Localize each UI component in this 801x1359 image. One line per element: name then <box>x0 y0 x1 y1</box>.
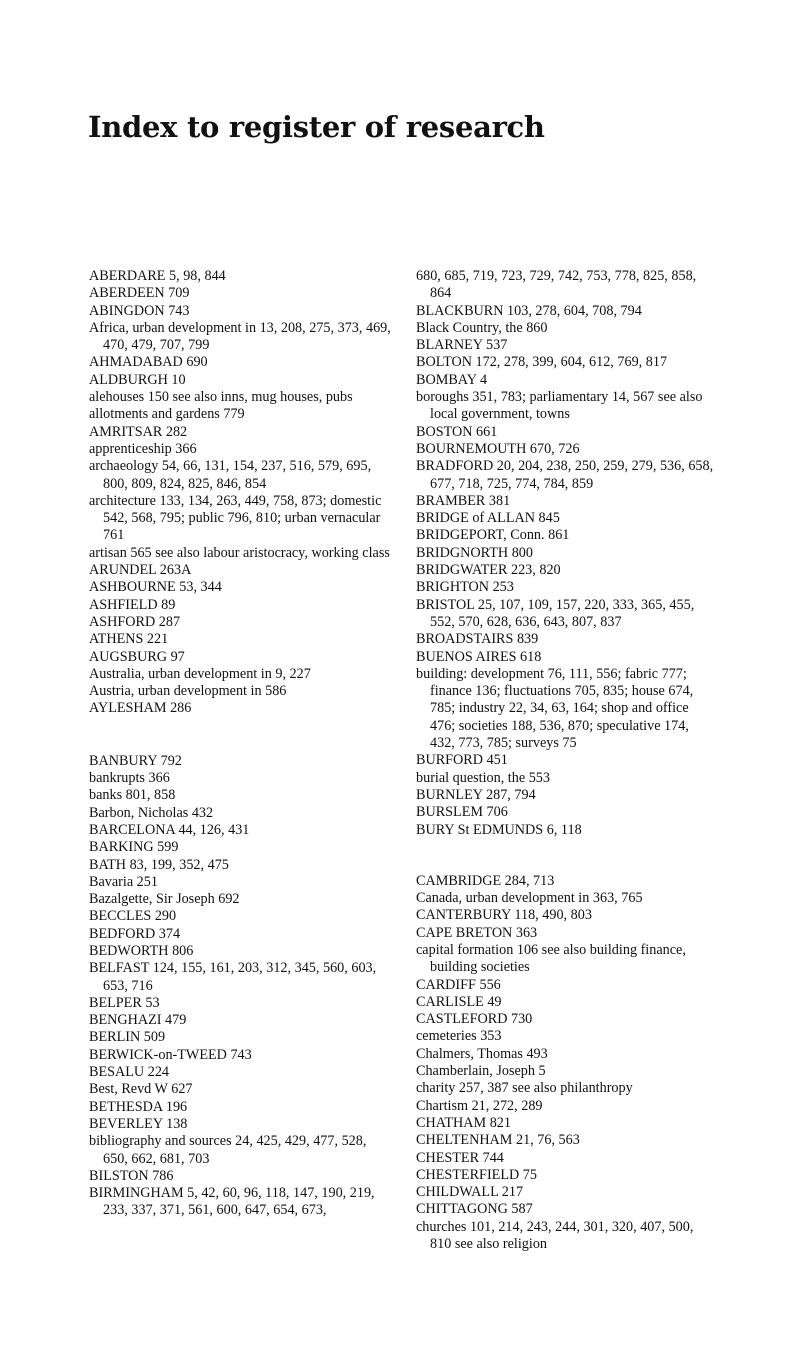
index-entry: Chartism 21, 272, 289 <box>416 1097 543 1114</box>
index-entry: CAMBRIDGE 284, 713 <box>416 872 555 889</box>
index-entry: BEVERLEY 138 <box>89 1115 188 1132</box>
index-entry: BOURNEMOUTH 670, 726 <box>416 440 580 457</box>
index-entry: BATH 83, 199, 352, 475 <box>89 856 229 873</box>
index-entry: AYLESHAM 286 <box>89 700 192 717</box>
index-entry: cemeteries 353 <box>416 1028 502 1045</box>
index-entry: bibliography and sources 24, 425, 429, 477, 528, 650, 662, 681, 703 <box>89 1133 367 1167</box>
index-entry: BECCLES 290 <box>89 908 177 925</box>
index-entry: BRIDGE of ALLAN 845 <box>416 510 560 527</box>
index-entry: BURFORD 451 <box>416 752 508 769</box>
index-entry: BENGHAZI 479 <box>89 1012 187 1029</box>
index-entry: Chamberlain, Joseph 5 <box>416 1063 546 1080</box>
index-entry: churches 101, 214, 243, 244, 301, 320, 407, 500, 810 see also religion <box>416 1218 694 1253</box>
index-entry: BELFAST 124, 155, 161, 203, 312, 345, 560, 603, 653, 716 <box>89 960 377 994</box>
index-entry: archaeology 54, 66, 131, 154, 237, 516, 579, 695, 800, 809, 824, 825, 846, 854 <box>89 458 372 492</box>
index-entry: CHESTER 744 <box>416 1149 504 1166</box>
index-entry: ABINGDON 743 <box>89 302 190 319</box>
index-entry: burial question, the 553 <box>416 769 550 786</box>
index-entry: Austria, urban development in 586 <box>89 683 287 700</box>
index-entry: BUENOS AIRES 618 <box>416 648 542 665</box>
letter-section-gap <box>416 839 716 873</box>
index-entry: ASHFIELD 89 <box>89 596 176 613</box>
index-entry: BRIDGEPORT, Conn. 861 <box>416 527 570 544</box>
index-entry: Barbon, Nicholas 432 <box>89 804 214 821</box>
index-entry: building: development 76, 111, 556; fabric 777; finance 136; fluctuations 705, 835; house 674, 785; industry 22, 34, 63, 164; shop and office 476; societies 188, 536, 870; speculative 174, 432, 773, 785; surveys 75 <box>416 665 694 752</box>
index-entry: BEDWORTH 806 <box>89 942 194 959</box>
index-entry: ABERDARE 5, 98, 844 <box>89 268 226 284</box>
index-entry: BERWICK-on-TWEED 743 <box>89 1046 252 1063</box>
index-entry: ARUNDEL 263A <box>89 562 192 579</box>
index-entry: ASHBOURNE 53, 344 <box>89 579 222 596</box>
index-entry: Bazalgette, Sir Joseph 692 <box>89 891 240 908</box>
index-entry: ABERDEEN 709 <box>89 285 190 302</box>
letter-section-gap <box>89 718 394 753</box>
index-entry: BURSLEM 706 <box>416 804 508 821</box>
index-entry: AUGSBURG 97 <box>89 648 185 665</box>
index-entry: ASHFORD 287 <box>89 613 181 630</box>
index-entry: CAPE BRETON 363 <box>416 924 538 941</box>
index-entry: BEDFORD 374 <box>89 925 181 942</box>
index-entry: ATHENS 221 <box>89 631 169 648</box>
index-entry: capital formation 106 see also building finance, building societies <box>416 941 686 976</box>
index-entry: BRAMBER 381 <box>416 492 511 509</box>
index-entry: CARLISLE 49 <box>416 993 502 1010</box>
index-entry: BANBURY 792 <box>89 752 182 769</box>
index-entry: bankrupts 366 <box>89 770 170 787</box>
index-entry: BOLTON 172, 278, 399, 604, 612, 769, 817 <box>416 354 668 371</box>
index-entry: BILSTON 786 <box>89 1167 174 1184</box>
index-column-left <box>89 268 394 1220</box>
index-entry: Africa, urban development in 13, 208, 275, 373, 469, 470, 479, 707, 799 <box>89 319 391 354</box>
index-entry: Best, Revd W 627 <box>89 1081 193 1098</box>
index-entry: apprenticeship 366 <box>89 440 197 457</box>
index-entry: BRISTOL 25, 107, 109, 157, 220, 333, 365, 455, 552, 570, 628, 636, 643, 807, 837 <box>416 596 695 630</box>
index-entry: BIRMINGHAM 5, 42, 60, 96, 118, 147, 190, 219, 233, 337, 371, 561, 600, 647, 654, 673, <box>89 1185 375 1219</box>
index-entry: Australia, urban development in 9, 227 <box>89 665 311 682</box>
index-entry: Canada, urban development in 363, 765 <box>416 890 643 907</box>
index-entry: Bavaria 251 <box>89 873 158 890</box>
index-entry: BARCELONA 44, 126, 431 <box>89 821 250 838</box>
index-entry: BARKING 599 <box>89 839 179 856</box>
index-entry: BRADFORD 20, 204, 238, 250, 259, 279, 536, 658, 677, 718, 725, 774, 784, 859 <box>416 458 714 492</box>
index-entry: BROADSTAIRS 839 <box>416 631 539 648</box>
index-column-right <box>416 268 716 1253</box>
index-entry: architecture 133, 134, 263, 449, 758, 873; domestic 542, 568, 795; public 796, 810; urban vernacular 761 <box>89 492 382 544</box>
index-entry: CANTERBURY 118, 490, 803 <box>416 907 592 924</box>
index-entry: Black Country, the 860 <box>416 319 548 336</box>
index-entry: BELPER 53 <box>89 994 160 1011</box>
index-entry: allotments and gardens 779 <box>89 406 245 423</box>
index-entry: alehouses 150 see also inns, mug houses, pubs <box>89 389 353 406</box>
index-entry: BOMBAY 4 <box>416 371 488 388</box>
index-entry: BLACKBURN 103, 278, 604, 708, 794 <box>416 302 642 319</box>
index-entry: banks 801, 858 <box>89 787 176 804</box>
index-entry: AHMADABAD 690 <box>89 354 208 371</box>
index-entry: BERLIN 509 <box>89 1029 166 1046</box>
index-entry: Chalmers, Thomas 493 <box>416 1045 548 1062</box>
index-entry: BURNLEY 287, 794 <box>416 786 536 803</box>
index-entry: CHITTAGONG 587 <box>416 1201 533 1218</box>
index-entry: 680, 685, 719, 723, 729, 742, 753, 778, 825, 858, 864 <box>416 268 697 302</box>
index-entry: CARDIFF 556 <box>416 976 501 993</box>
index-entry: ALDBURGH 10 <box>89 371 186 388</box>
index-entry: artisan 565 see also labour aristocracy, working class <box>89 544 390 561</box>
index-entry: BOSTON 661 <box>416 423 498 440</box>
index-entry: AMRITSAR 282 <box>89 423 188 440</box>
index-entry: CHILDWALL 217 <box>416 1184 524 1201</box>
index-entry: BLARNEY 537 <box>416 337 508 354</box>
index-entry: CASTLEFORD 730 <box>416 1011 533 1028</box>
index-entry: boroughs 351, 783; parliamentary 14, 567 see also local government, towns <box>416 389 703 423</box>
index-entry: BETHESDA 196 <box>89 1098 188 1115</box>
index-entry: BESALU 224 <box>89 1064 170 1081</box>
page-title: Index to register of research <box>88 110 545 144</box>
index-entry: CHELTENHAM 21, 76, 563 <box>416 1132 580 1149</box>
index-entry: CHATHAM 821 <box>416 1114 511 1131</box>
index-entry: charity 257, 387 see also philanthropy <box>416 1080 633 1097</box>
index-entry: CHESTERFIELD 75 <box>416 1166 537 1183</box>
index-entry: BRIDGWATER 223, 820 <box>416 562 561 579</box>
index-entry: BURY St EDMUNDS 6, 118 <box>416 821 582 838</box>
index-entry: BRIDGNORTH 800 <box>416 544 533 561</box>
index-entry: BRIGHTON 253 <box>416 579 514 596</box>
